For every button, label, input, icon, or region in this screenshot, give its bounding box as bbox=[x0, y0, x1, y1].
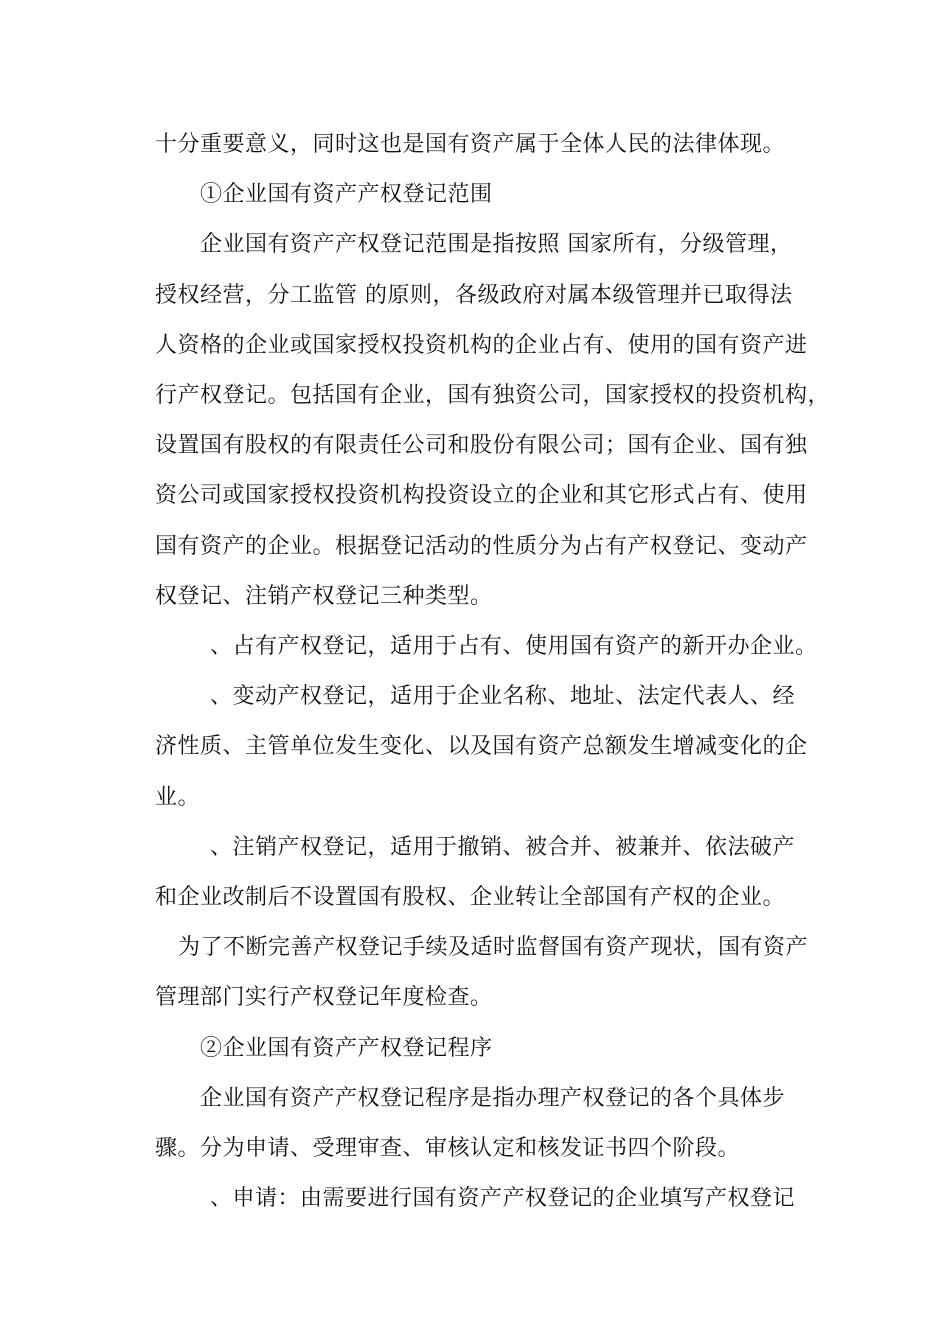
section-heading: ①企业国有资产产权登记范围 bbox=[200, 182, 493, 207]
text-line: 业。 bbox=[155, 785, 201, 810]
text-line: 设置国有股权的有限责任公司和股份有限公司；国有企业、国有独 bbox=[155, 433, 808, 458]
text-line: 为了不断完善产权登记手续及适时监督国有资产现状，国有资产 bbox=[178, 935, 809, 960]
text-line: 十分重要意义，同时这也是国有资产属于全体人民的法律体现。 bbox=[155, 132, 786, 157]
text-line: 人资格的企业或国家授权投资机构的企业占有、使用的国有资产进 bbox=[155, 333, 808, 358]
text-line: 、变动产权登记，适用于企业名称、地址、法定代表人、经 bbox=[210, 684, 796, 709]
text-line: 权登记、注销产权登记三种类型。 bbox=[155, 584, 493, 609]
text-line: 授权经营，分工监管 的原则，各级政府对属本级管理并已取得法 bbox=[155, 283, 793, 308]
text-line: 企业国有资产产权登记范围是指按照 国家所有，分级管理， bbox=[200, 232, 793, 257]
text-line: 国有资产的企业。根据登记活动的性质分为占有产权登记、变动产 bbox=[155, 534, 808, 559]
text-line: 资公司或国家授权投资机构投资设立的企业和其它形式占有、使用 bbox=[155, 483, 808, 508]
text-line: 、占有产权登记，适用于占有、使用国有资产的新开办企业。 bbox=[210, 634, 818, 659]
text-line: 企业国有资产产权登记程序是指办理产权登记的各个具体步 bbox=[200, 1086, 786, 1111]
text-line: 管理部门实行产权登记年度检查。 bbox=[155, 985, 493, 1010]
text-line: 、注销产权登记，适用于撤销、被合并、被兼并、依法破产 bbox=[210, 835, 796, 860]
text-line: 济性质、主管单位发生变化、以及国有资产总额发生增减变化的企 bbox=[155, 734, 808, 759]
text-line: 行产权登记。包括国有企业，国有独资公司，国家授权的投资机构， bbox=[155, 383, 831, 408]
text-line: 、申请：由需要进行国有资产产权登记的企业填写产权登记 bbox=[210, 1186, 796, 1211]
section-heading: ②企业国有资产产权登记程序 bbox=[200, 1036, 493, 1061]
text-line: 和企业改制后不设置国有股权、企业转让全部国有产权的企业。 bbox=[155, 885, 786, 910]
text-line: 骤。分为申请、受理审查、审核认定和核发证书四个阶段。 bbox=[155, 1136, 741, 1161]
